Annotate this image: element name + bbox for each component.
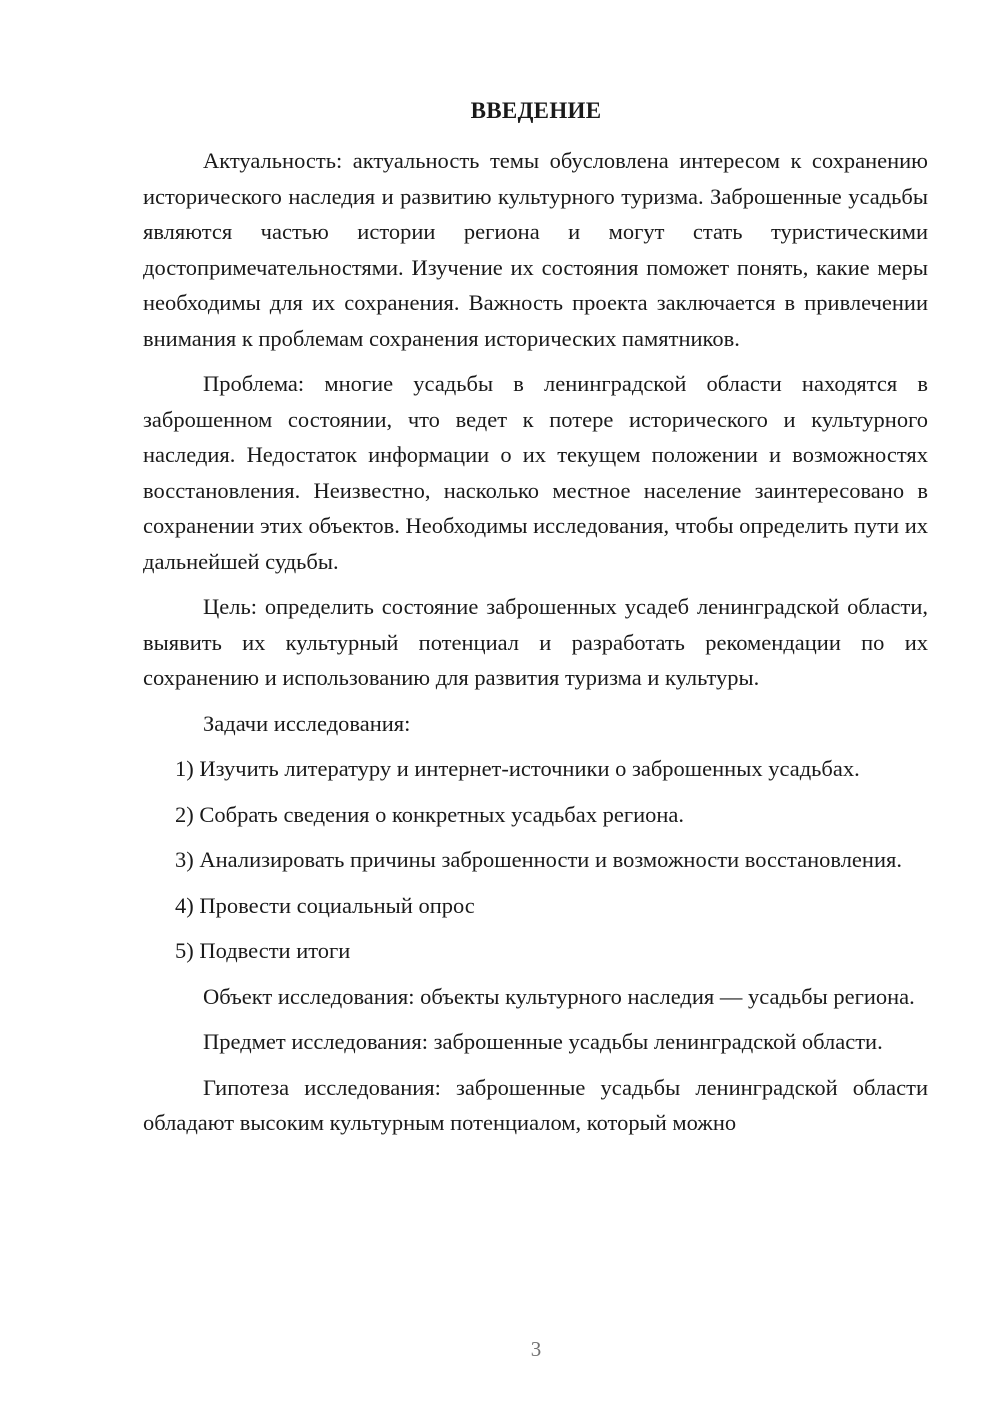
task-item: 3) Анализировать причины заброшенности и возможности восстановления. bbox=[175, 847, 902, 872]
problem-paragraph: Проблема: многие усадьбы в ленинградской области находятся в заброшенном состоянии, что ведет к потере исторического и культурного наследия. Недостаток информации о их текущем положении и возможностях восстановления. Неизвестно, насколько местное население заинтересовано в сохранении этих объектов. Необходимы исследования, чтобы определить пути их дальнейшей судьбы. bbox=[143, 371, 928, 574]
document-body bbox=[143, 143, 928, 1151]
tasks-heading: Задачи исследования: bbox=[203, 710, 411, 736]
relevance-paragraph: Актуальность: актуальность темы обусловлена интересом к сохранению исторического наследия и развитию культурного туризма. Заброшенные усадьбы являются частью истории региона и могут стать туристическими достопримечательностями. Изучение их состояния поможет понять, какие меры необходимы для их сохранения. Важность проекта заключается в привлечении внимания к проблемам сохранения исторических памятников. bbox=[143, 148, 928, 351]
task-item: 4) Провести социальный опрос bbox=[175, 892, 475, 918]
object-paragraph: Объект исследования: объекты культурного наследия — усадьбы региона. bbox=[203, 983, 915, 1009]
page-number: 3 bbox=[530, 1337, 542, 1361]
task-item: 1) Изучить литературу и интернет-источники о заброшенных усадьбах. bbox=[175, 756, 860, 781]
page-title: ВВЕДЕНИЕ bbox=[470, 98, 602, 123]
task-item: 2) Собрать сведения о конкретных усадьбах региона. bbox=[175, 801, 685, 827]
task-item: 5) Подвести итоги bbox=[175, 938, 351, 963]
subject-paragraph: Предмет исследования: заброшенные усадьбы ленинградской области. bbox=[203, 1029, 883, 1054]
hypothesis-paragraph: Гипотеза исследования: заброшенные усадьбы ленинградской области обладают высоким культурным потенциалом, который можно bbox=[143, 1074, 928, 1135]
goal-paragraph: Цель: определить состояние заброшенных усадеб ленинградской области, выявить их культурный потенциал и разработать рекомендации по их сохранению и использованию для развития туризма и культуры. bbox=[143, 594, 928, 690]
